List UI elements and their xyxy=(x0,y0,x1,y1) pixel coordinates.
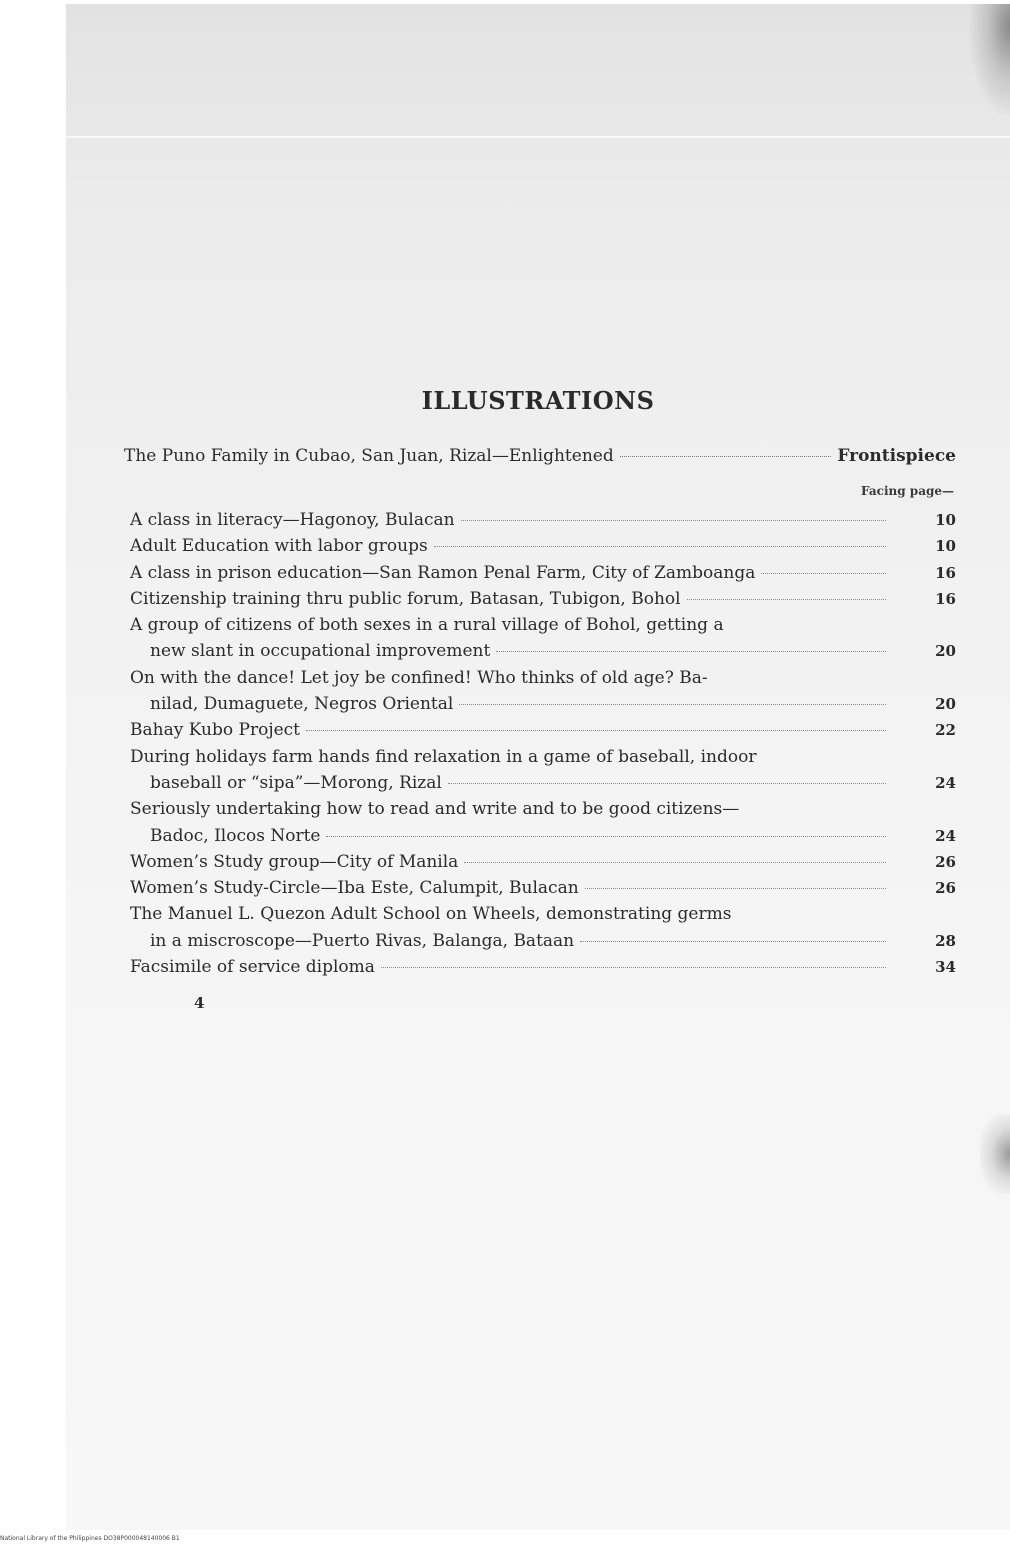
entry-caption: A group of citizens of both sexes in a rural village of Bohol, getting a xyxy=(130,615,724,636)
entry-page-number: 16 xyxy=(935,589,956,608)
dot-leader xyxy=(761,573,886,574)
dot-leader xyxy=(687,599,886,600)
frontispiece-page-ref: Frontispiece xyxy=(837,446,956,466)
facing-page-label: Facing page— xyxy=(861,484,954,498)
entry-line xyxy=(130,875,892,901)
entry-line xyxy=(130,717,892,743)
entry-line xyxy=(130,612,892,638)
entry-caption: A class in prison education—San Ramon Penal Farm, City of Zamboanga xyxy=(130,562,756,583)
entry-caption: Badoc, Ilocos Norte xyxy=(150,825,321,846)
frontispiece-caption: The Puno Family in Cubao, San Juan, Rizal—Enlightened xyxy=(124,446,614,466)
illustration-entry xyxy=(130,665,956,718)
entry-page-number: 20 xyxy=(935,695,956,714)
entry-line xyxy=(130,928,892,954)
illustration-entry xyxy=(130,533,956,559)
entry-line xyxy=(130,744,892,770)
entry-page-number: 26 xyxy=(935,852,956,871)
scan-credit: National Library of the Philippines DO38P000048140006 B1 xyxy=(0,1535,180,1542)
dot-leader xyxy=(459,704,886,705)
dot-leader xyxy=(448,783,886,784)
page-title: ILLUSTRATIONS xyxy=(421,386,655,415)
illustration-entry xyxy=(130,849,956,875)
page-number: 4 xyxy=(194,994,205,1012)
entry-page-number: 34 xyxy=(935,958,956,977)
entry-page-number: 24 xyxy=(935,773,956,792)
entry-line xyxy=(130,507,892,533)
entry-page-number: 16 xyxy=(935,563,956,582)
entry-page-number: 22 xyxy=(935,721,956,740)
entry-caption: The Manuel L. Quezon Adult School on Wheels, demonstrating germs xyxy=(130,904,732,925)
entry-line xyxy=(130,849,892,875)
dot-leader xyxy=(306,730,886,731)
entry-caption: Citizenship training thru public forum, Batasan, Tubigon, Bohol xyxy=(130,588,681,609)
entry-caption: During holidays farm hands find relaxation in a game of baseball, indoor xyxy=(130,746,757,767)
dot-leader xyxy=(326,836,886,837)
illustration-entry xyxy=(130,744,956,797)
entry-line xyxy=(130,586,892,612)
entry-line xyxy=(130,954,892,980)
entry-page-number: 24 xyxy=(935,826,956,845)
entry-line xyxy=(130,665,892,691)
dot-leader xyxy=(434,546,886,547)
illustration-list xyxy=(130,507,956,980)
entry-page-number: 10 xyxy=(935,537,956,556)
illustration-entry xyxy=(130,954,956,980)
entry-caption: baseball or “sipa”—Morong, Rizal xyxy=(150,772,442,793)
illustration-entry xyxy=(130,901,956,954)
document-page xyxy=(66,4,1010,1530)
entry-caption: On with the dance! Let joy be confined! Who thinks of old age? Ba- xyxy=(130,667,708,688)
page-fold-line xyxy=(66,136,1010,138)
entry-caption: Bahay Kubo Project xyxy=(130,720,300,741)
dot-leader xyxy=(464,862,886,863)
entry-caption: new slant in occupational improvement xyxy=(150,641,491,662)
entry-caption: Facsimile of service diploma xyxy=(130,957,375,978)
entry-caption: Adult Education with labor groups xyxy=(130,536,428,557)
illustration-entry xyxy=(130,717,956,743)
illustration-entry xyxy=(130,507,956,533)
entry-caption: Seriously undertaking how to read and write and to be good citizens— xyxy=(130,799,740,820)
entry-caption: Women’s Study-Circle—Iba Este, Calumpit, Bulacan xyxy=(130,878,579,899)
dot-leader xyxy=(461,520,886,521)
entry-line xyxy=(130,533,892,559)
entry-line xyxy=(130,560,892,586)
dot-leader xyxy=(580,941,886,942)
entry-page-number: 26 xyxy=(935,879,956,898)
illustration-entry xyxy=(130,875,956,901)
entry-caption: A class in literacy—Hagonoy, Bulacan xyxy=(130,510,455,530)
frontispiece-entry xyxy=(124,446,956,472)
entry-caption: in a miscroscope—Puerto Rivas, Balanga, Bataan xyxy=(150,930,575,951)
entry-caption: nilad, Dumaguete, Negros Oriental xyxy=(150,694,454,715)
illustration-entry xyxy=(130,612,956,665)
dot-leader xyxy=(620,456,832,457)
entry-page-number: 28 xyxy=(935,931,956,950)
scan-smudge xyxy=(980,1114,1010,1194)
scan-smudge xyxy=(970,4,1010,114)
illustration-entry xyxy=(130,586,956,612)
illustration-entry xyxy=(130,560,956,586)
entry-caption: Women’s Study group—City of Manila xyxy=(130,851,459,872)
entry-page-number: 20 xyxy=(935,642,956,661)
entry-line xyxy=(130,823,892,849)
entry-line xyxy=(130,638,892,664)
dot-leader xyxy=(585,888,886,889)
illustration-entry xyxy=(130,796,956,849)
entry-page-number: 10 xyxy=(935,511,956,529)
entry-line xyxy=(130,901,892,927)
entry-line xyxy=(130,691,892,717)
entry-line xyxy=(130,770,892,796)
dot-leader xyxy=(496,651,886,652)
entry-line xyxy=(130,796,892,822)
dot-leader xyxy=(381,967,886,968)
